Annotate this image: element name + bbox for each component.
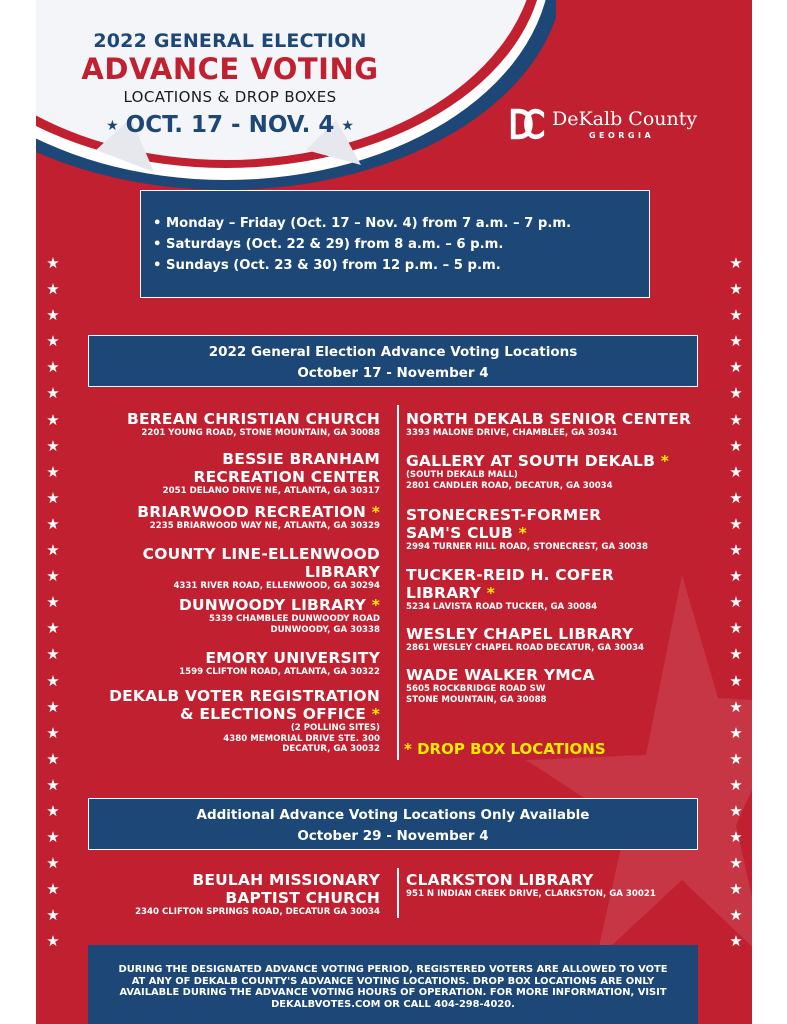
location-item xyxy=(406,566,614,613)
location-item xyxy=(406,506,648,553)
star-icon: ★ xyxy=(46,254,60,272)
star-icon: ★ xyxy=(729,254,743,272)
star-icon: ★ xyxy=(106,117,119,134)
star-icon: ★ xyxy=(46,462,60,481)
dropbox-asterisk-icon: * xyxy=(655,452,670,470)
location-name: SAM'S CLUB * xyxy=(406,524,527,542)
star-icon: ★ xyxy=(729,619,743,638)
additional-banner-title: Additional Advance Voting Locations Only Available xyxy=(196,807,590,823)
location-address: 5339 CHAMBLEE DUNWOODY ROAD xyxy=(209,614,380,624)
location-address: 2051 DELANO DRIVE NE, ATLANTA, GA 30317 xyxy=(162,486,380,496)
location-item xyxy=(406,452,669,491)
star-icon: ★ xyxy=(729,697,743,716)
location-address: 5605 ROCKBRIDGE ROAD SW xyxy=(406,684,546,694)
star-icon: ★ xyxy=(46,514,60,533)
location-address: 2201 YOUNG ROAD, STONE MOUNTAIN, GA 30088 xyxy=(141,428,380,438)
location-item xyxy=(163,450,380,497)
location-address: 2340 CLIFTON SPRINGS ROAD, DECATUR GA 30034 xyxy=(135,907,380,917)
star-icon: ★ xyxy=(46,541,60,560)
location-address: 3393 MALONE DRIVE, CHAMBLEE, GA 30341 xyxy=(406,428,618,438)
dekalb-logo-icon xyxy=(508,105,546,143)
star-icon: ★ xyxy=(729,358,743,377)
dropbox-asterisk-icon: * xyxy=(366,596,380,614)
footer-notice: DURING THE DESIGNATED ADVANCE VOTING PERIOD, REGISTERED VOTERS ARE ALLOWED TO VOTE AT ANY OF DEKALB COUNTY'S ADVANCE VOTING LOCATIONS. DROP BOX LOCATIONS ARE ONLY AVAILABLE DURING THE ADVANCE VOTING HOURS OF OPERATION. FOR MORE INFORMATION, VISIT DEKALBVOTES.COM OR CALL 404-298-4020. xyxy=(88,945,698,1024)
dropbox-legend-text: DROP BOX LOCATIONS xyxy=(417,740,606,758)
star-icon: ★ xyxy=(46,749,60,768)
locations-banner xyxy=(88,335,698,387)
star-icon: ★ xyxy=(729,462,743,481)
star-icon: ★ xyxy=(729,723,743,742)
location-address: 2801 CANDLER ROAD, DECATUR, GA 30034 xyxy=(406,480,613,491)
left-star-border xyxy=(38,250,68,955)
location-item xyxy=(406,666,595,705)
star-icon: ★ xyxy=(729,645,743,664)
location-name: EMORY UNIVERSITY xyxy=(205,649,380,667)
star-icon: ★ xyxy=(729,514,743,533)
location-address: (SOUTH DEKALB MALL) xyxy=(406,470,518,480)
asterisk-icon: * xyxy=(404,740,412,758)
location-address: 2994 TURNER HILL ROAD, STONECREST, GA 30038 xyxy=(406,542,648,552)
star-icon: ★ xyxy=(729,332,743,351)
location-address: 5234 LAVISTA ROAD TUCKER, GA 30084 xyxy=(406,602,598,612)
additional-banner xyxy=(88,798,698,850)
star-icon: ★ xyxy=(46,619,60,638)
location-address: 1599 CLIFTON ROAD, ATLANTA, GA 30322 xyxy=(179,667,380,677)
location-item xyxy=(135,871,380,918)
hours-weekdays: • Monday – Friday (Oct. 17 – Nov. 4) from 7 a.m. – 7 p.m. xyxy=(153,216,572,231)
location-item xyxy=(143,545,380,592)
location-name: WADE WALKER YMCA xyxy=(406,666,595,684)
dekalb-logo xyxy=(508,105,697,143)
location-name: CLARKSTON LIBRARY xyxy=(406,871,594,889)
star-icon: ★ xyxy=(729,775,743,794)
location-item xyxy=(137,503,380,532)
location-name: STONECREST-FORMER xyxy=(406,506,602,524)
location-name: NORTH DEKALB SENIOR CENTER xyxy=(406,410,692,428)
location-item xyxy=(109,687,380,755)
location-name: WESLEY CHAPEL LIBRARY xyxy=(406,625,634,643)
star-icon: ★ xyxy=(46,436,60,455)
location-name: TUCKER-REID H. COFER xyxy=(406,566,614,584)
county-name: DeKalb County xyxy=(552,107,698,130)
location-address: DUNWOODY, GA 30338 xyxy=(270,624,380,635)
star-icon: ★ xyxy=(729,436,743,455)
location-name: GALLERY AT SOUTH DEKALB * xyxy=(406,452,670,470)
hours-box xyxy=(140,190,650,298)
header-title xyxy=(40,30,420,138)
additional-banner-dates: October 29 - November 4 xyxy=(297,828,489,844)
star-icon: ★ xyxy=(729,828,743,847)
column-divider xyxy=(397,868,399,918)
star-icon: ★ xyxy=(729,384,743,403)
location-name: BAPTIST CHURCH xyxy=(225,889,380,907)
star-icon: ★ xyxy=(729,306,743,325)
location-address: 951 N INDIAN CREEK DRIVE, CLARKSTON, GA 30021 xyxy=(406,889,656,899)
location-name: RECREATION CENTER xyxy=(193,468,380,486)
location-name: BRIARWOOD RECREATION * xyxy=(137,503,380,521)
star-icon: ★ xyxy=(729,854,743,873)
star-icon: ★ xyxy=(46,828,60,847)
location-name: BEULAH MISSIONARY xyxy=(192,871,380,889)
star-icon: ★ xyxy=(46,593,60,612)
star-icon: ★ xyxy=(46,932,60,951)
star-icon: ★ xyxy=(46,280,60,299)
star-icon: ★ xyxy=(729,801,743,820)
star-icon: ★ xyxy=(341,117,354,134)
location-item xyxy=(406,410,691,439)
location-item xyxy=(406,871,656,900)
location-item xyxy=(127,410,380,439)
location-name: COUNTY LINE-ELLENWOOD xyxy=(142,545,380,563)
dropbox-asterisk-icon: * xyxy=(366,503,380,521)
locations-banner-title: 2022 General Election Advance Voting Locations xyxy=(208,344,578,360)
star-icon: ★ xyxy=(46,410,60,429)
star-icon: ★ xyxy=(729,410,743,429)
location-address: 4331 RIVER ROAD, ELLENWOOD, GA 30294 xyxy=(173,581,380,591)
location-address: STONE MOUNTAIN, GA 30088 xyxy=(406,694,547,705)
star-icon: ★ xyxy=(729,906,743,925)
star-icon: ★ xyxy=(729,488,743,507)
star-icon: ★ xyxy=(729,671,743,690)
star-icon: ★ xyxy=(46,697,60,716)
location-name: LIBRARY xyxy=(304,563,380,581)
star-icon: ★ xyxy=(729,749,743,768)
star-icon: ★ xyxy=(729,593,743,612)
star-icon: ★ xyxy=(46,671,60,690)
location-address: 4380 MEMORIAL DRIVE STE. 300 xyxy=(223,733,380,744)
star-icon: ★ xyxy=(46,801,60,820)
star-icon: ★ xyxy=(46,723,60,742)
location-address: (2 POLLING SITES) xyxy=(290,723,380,733)
star-icon: ★ xyxy=(46,384,60,403)
star-icon: ★ xyxy=(46,906,60,925)
star-icon: ★ xyxy=(729,880,743,899)
dropbox-legend xyxy=(404,740,606,758)
dropbox-asterisk-icon: * xyxy=(513,524,527,542)
star-icon: ★ xyxy=(46,358,60,377)
hours-saturdays: • Saturdays (Oct. 22 & 29) from 8 a.m. – 6 p.m. xyxy=(153,237,504,252)
star-icon: ★ xyxy=(46,775,60,794)
location-address: 2861 WESLEY CHAPEL ROAD DECATUR, GA 30034 xyxy=(406,643,645,653)
star-icon: ★ xyxy=(729,567,743,586)
election-title: 2022 GENERAL ELECTION xyxy=(93,30,367,52)
star-icon: ★ xyxy=(46,488,60,507)
location-name: DEKALB VOTER REGISTRATION xyxy=(109,687,380,705)
location-name: BESSIE BRANHAM xyxy=(222,450,380,468)
star-icon: ★ xyxy=(46,567,60,586)
star-icon: ★ xyxy=(46,854,60,873)
column-divider xyxy=(397,405,399,760)
dropbox-asterisk-icon: * xyxy=(366,705,380,723)
advance-voting-title: ADVANCE VOTING xyxy=(81,52,379,86)
star-icon: ★ xyxy=(46,332,60,351)
location-item xyxy=(179,596,380,635)
location-address: 2235 BRIARWOOD WAY NE, ATLANTA, GA 30329 xyxy=(149,521,380,531)
location-name: DUNWOODY LIBRARY * xyxy=(178,596,380,614)
location-item xyxy=(406,625,644,654)
star-icon: ★ xyxy=(46,880,60,899)
state-name: GEORGIA xyxy=(588,130,655,140)
star-icon: ★ xyxy=(46,645,60,664)
location-item xyxy=(179,649,380,678)
location-name: BEREAN CHRISTIAN CHURCH xyxy=(126,410,380,428)
location-name: LIBRARY * xyxy=(406,584,496,602)
hours-sundays: • Sundays (Oct. 23 & 30) from 12 p.m. – 5 p.m. xyxy=(153,258,501,273)
star-icon: ★ xyxy=(729,541,743,560)
star-icon: ★ xyxy=(46,306,60,325)
date-range xyxy=(40,112,420,138)
right-star-border xyxy=(721,250,751,955)
locations-subtitle: LOCATIONS & DROP BOXES xyxy=(123,88,337,106)
star-icon: ★ xyxy=(729,932,743,951)
location-name: & ELECTIONS OFFICE * xyxy=(180,705,380,723)
dropbox-asterisk-icon: * xyxy=(481,584,496,602)
locations-banner-dates: October 17 - November 4 xyxy=(297,365,489,381)
star-icon: ★ xyxy=(729,280,743,299)
date-range-text: OCT. 17 - NOV. 4 xyxy=(125,112,335,138)
location-address: DECATUR, GA 30032 xyxy=(282,744,380,754)
